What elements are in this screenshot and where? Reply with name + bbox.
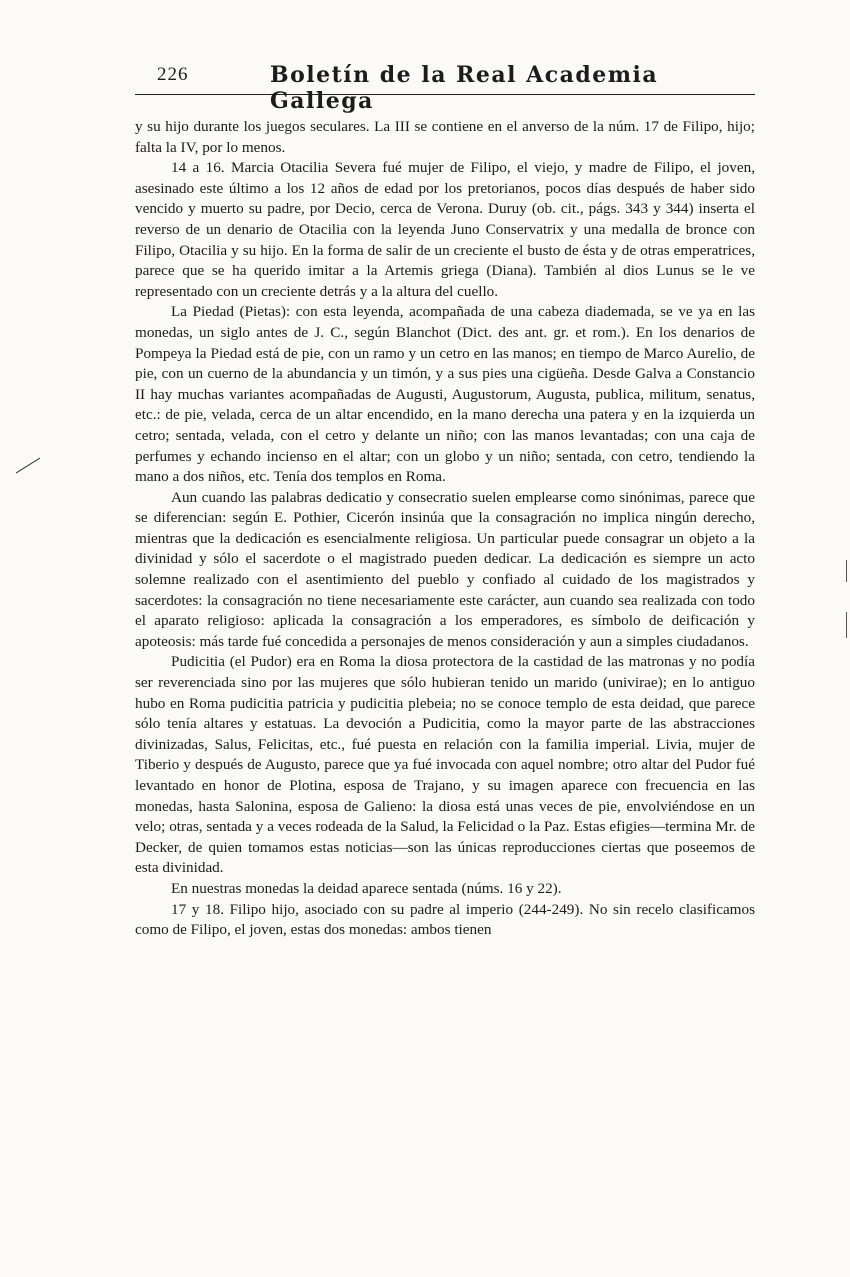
edge-mark <box>846 560 847 582</box>
edge-mark <box>846 612 847 638</box>
paragraph: La Piedad (Pietas): con esta leyenda, acompañada de una cabeza diademada, se ve ya en las monedas, un siglo antes de J. C., según Blanchot (Dict. des ant. gr. et rom.). En los denarios de Pompeya la Piedad está de pie, con un ramo y un cetro en las manos; en tiempo de Marco Aurelio, de pie, con un cuerno de la abundancia y un timón, y a sus pies una cigüeña. Desde Galva a Constancio II hay muchas variantes acompañadas de Augusti, Augustorum, Augusta, publica, militum, senatus, etc.: de pie, velada, cerca de un altar encendido, en la mano derecha una patera y en la izquierda un cetro; sentada, velada, con el cetro y delante un niño; con las manos levantadas; con una caja de perfumes y echando incienso en el altar; con un globo y un niño; sentada, con cetro, tendiendo la mano a dos niños, etc. Tenía dos templos en Roma. <box>135 303 755 486</box>
paragraph: Pudicitia (el Pudor) era en Roma la diosa protectora de la castidad de las matronas y no podía ser reverenciada sino por las mujeres que sólo hubieran tenido un marido (univirae); en lo antiguo hubo en Roma pudicitia patricia y pudicitia plebeia; no se conoce templo de esta deidad, que parece sólo tenía altares y estatuas. La devoción a Pudicitia, como la mayor parte de las abstracciones divinizadas, Salus, Felicitas, etc., fué puesta en relación con la familia imperial. Livia, mujer de Tiberio y después de Augusto, parece que ya fué invocada con aquel nombre; otro altar del Pudor fué levantado en honor de Plotina, esposa de Trajano, y su imagen aparece con frecuencia en las monedas, hasta Salonina, esposa de Galieno: la diosa está unas veces de pie, envolviéndose en un velo; otras, sentada y a veces rodeada de la Salud, la Felicidad o la Paz. Estas efigies—termina Mr. de Decker, de quien tomamos estas noticias—son las únicas reproducciones ciertas que poseemos de esta divinidad. <box>135 653 755 877</box>
margin-pencil-mark <box>16 458 40 474</box>
body-text <box>135 117 755 941</box>
paragraph: 14 a 16. Marcia Otacilia Severa fué mujer de Filipo, el viejo, y madre de Filipo, el joven, asesinado este último a los 12 años de edad por los pretorianos, pocos días después de haber sido vencido y muerto su padre, por Decio, cerca de Verona. Duruy (ob. cit., págs. 343 y 344) inserta el reverso de un denario de Otacilia con la leyenda Juno Conservatrix y una medalla de bronce con Filipo, Otacilia y su hijo. En la forma de salir de un creciente el busto de ésta y de otras emperatrices, parece que se ha querido imitar a la Artemis griega (Diana). También al dios Lunus se le ve representado con un creciente detrás y a la altura del cuello. <box>135 159 755 300</box>
paragraph: y su hijo durante los juegos seculares. La III se contiene en el anverso de la núm. 17 de Filipo, hijo; falta la IV, por lo menos. <box>135 118 755 156</box>
book-page <box>135 58 755 941</box>
paragraph: En nuestras monedas la deidad aparece sentada (núms. 16 y 22). <box>171 879 562 897</box>
page-number: 226 <box>157 64 189 85</box>
paragraph: Aun cuando las palabras dedicatio y consecratio suelen emplearse como sinónimas, parece que se diferencian: según E. Pothier, Cicerón insinúa que la consagración no implica ningún derecho, mientras que la dedicación es esencialmente religiosa. Un particular puede consagrar un objeto a la divinidad y sólo el sacerdote o el magistrado pueden dedicar. La dedicación es siempre un acto solemne realizado con el asentimiento del pueblo y confiado al cuidado de los magistrados y sacerdotes: la consagración no tiene necesariamente este carácter, aun cuando sea realizada con todo el aparato religioso: aplicada la consagración a los emperadores, es símbolo de deificación y apoteosis: más tarde fué concedida a personajes de menos consideración y aun a simples ciudadanos. <box>135 488 755 650</box>
paragraph: 17 y 18. Filipo hijo, asociado con su padre al imperio (244-249). No sin recelo clasificamos como de Filipo, el joven, estas dos monedas: ambos tienen <box>135 900 755 939</box>
running-head: Boletín de la Real Academia Gallega <box>270 62 659 114</box>
page-header <box>135 58 755 114</box>
